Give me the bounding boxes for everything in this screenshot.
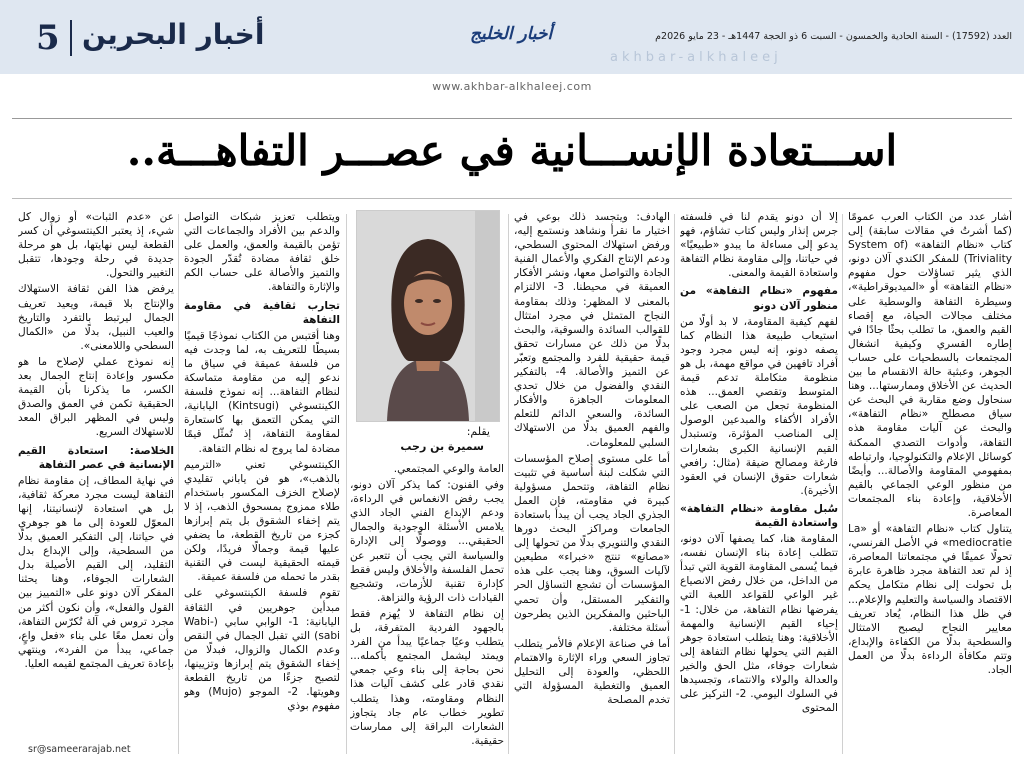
divider-rule [12,198,1012,199]
article-headline: اســـتعادة الإنســـانية في عصـــر التفاهـــة.. [126,126,898,175]
section-title: أخبار البحرين [82,18,265,51]
article-paragraph: المقاومة هنا، كما يصفها آلان دونو، تتطلب إعادة بناء الإنسان نفسه، فيما يُسمى المقاومة القوية التي تبدأ من الداخل، من خلال رفض الانصياع غير الواعي للقواعد اللعبة التي يفرضها نظام التفاهة، من خلال: 1- إحياء القيم الإنسانية والمهمة الأخلاقية: وهنا يتطلب استعادة جوهر القيم التي يحولها نظام التفاهة إلى شعارات جوفاء، مثل الحق والخير والعدالة والولاء والانتماء، وتجسيدها في السلوك اليومي. 2- التركيز على المحتوى [680,533,838,715]
section-subheading: تجارب ثقافية في مقاومة التفاهة [184,299,340,326]
section-subheading: مفهوم «نظام التفاهة» من منظور آلان دونو [680,285,838,312]
article-paragraph: وفي الفنون: كما يذكر آلان دونو، يجب رفض الانغماس في الرداءة، ودعم الإبداع الفني الجاد الذي يلامس الأسئلة الوجودية والجمال الحقيقي... ووصولًا إلى الإدارة والسياسة التي يجب أن تتعبر عن تحمل الفلسفة والأخلاق وليس فقط كإدارة تقنية للأزمات، وتشجيع القيادات ذات الرؤية والنزاهة. [350,479,504,604]
page-number: 5 [36,18,60,58]
column-divider [178,214,179,754]
column-divider [346,214,347,754]
portrait-image [357,211,499,421]
section-subheading: الخلاصة: استعادة القيم الإنسانية في عصر التفاهة [18,444,174,471]
article-paragraph: أما على مستوى إصلاح المؤسسات التي شكلت لبنة أساسية في تثبيت نظام التفاهة، وتتحمل مسؤولية كبيرة في مقاومته، فإن العمل الجذري الجاد يجب أن يبدأ باستعادة الجامعات ومراكز البحث دورها النقدي والتنويري بدلًا من تحولها إلى «مصانع» تنتج «خبراء» مطيعين لآليات السوق، وهنا يجب على هذه المؤسسات أن تشجع التساؤل الحر والتفكير المستقل، وأن تحمي الباحثين والمفكرين الذين يطرحون أسئلة مختلفة. [514,452,670,634]
column-divider [842,214,843,754]
article-paragraph: الكينتسوغي تعني «الترميم بالذهب»، هو فن ياباني تقليدي لإصلاح الخزف المكسور باستخدام طلاء ممزوج بمسحوق الذهب، إذ لا يتم إخفاء الشقوق بل يتم إبرازها كجزء من تاريخ القطعة، ما يضفي عليها قيمة وجمالًا فريدًا، ولكن قيمته الحقيقية ليست في التقنية بقدر ما تحمله من فلسفة عميقة. [184,458,340,584]
watermark: akhbar-alkhaleej [610,50,782,65]
column-divider [674,214,675,754]
article-paragraph: إلا أن دونو يقدم لنا في فلسفته جرس إنذار وليس كتاب تشاؤم، فهو يدعو إلى مساءلة ما يبدو «طبيعيًا» في حياتنا، وإلى مقاومة نظام التفاهة واستعادة القيمة والمعنى. [680,211,838,280]
article-paragraph: أما في صناعة الإعلام فالأمر يتطلب تجاوز السعي وراء الإثارة والاهتمام اللحظي، والعودة إلى التحليل العميق والتغطية المسؤولة التي تخدم المصلحة [514,637,670,707]
website-link[interactable]: www.akhbar-alkhaleej.com [432,80,592,93]
byline [356,424,498,458]
article-paragraph: وهنا أقتبس من الكتاب نموذجًا قيميًا بسيطًا للتعريف به، لما وجدت فيه من فلسفة عميقة في سياق ما ندعو إليه من مقاومة متماسكة لنظام التفاهة... إنه نموذج فلسفة الكينتسوغي (Kintsugi) اليابانية، التي يمكن التعمق بها كاستعارة لمقاومة التفاهة، إذ تُمثّل قيمًا مضادة لما يروج له نظام التفاهة. [184,329,340,455]
article-column-4 [350,462,504,760]
article-paragraph: تقوم فلسفة الكينتسوغي على مبدأين جوهريين في الثقافة اليابانية: 1- الوابي سابي (Wabi-sabi) التي تقبل الجمال في النقص وعدم الكمال والزوال، فبدلًا من إخفاء الشقوق يتم إبرازها وتزيينها، لتصبح جزءًا من تاريخ القطعة وهويتها. 2- الموجو (Mujo) وهو مفهوم بوذي [184,587,340,713]
article-paragraph: أشار عدد من الكتاب العرب عمومًا (كما أشرتُ في مقالات سابقة) إلى كتاب «نظام التفاهة» (System of Triviality) للمفكر الكندي آلان دونو، الذي يثير تساؤلات حول مفهوم «نظام التفاهة» أو «الميديوقراطية»، وسيطرة التفاهة والوسطية على مختلف مجالات الحياة، مع إقصاء القيم والعمق، ما تطلب بحثًا جادًا في إطاره القسري وكيفية انشغال المجتمعات بالسطحيات على حساب الجوهر، وعبثية حالة الانقسام ما بين الحديث عن الأخلاق وممارستها... وهنا سنحاول وضع مقاربة في البحث عن سياق مصطلح «نظام التفاهة»، والبحث عن آليات مقاومة هذه التفاهة، وأدوات التصدي الممكنة كوسائل الإعلام والتكنولوجيا، وارتباطه بمفهومي المقاومة والأصالة... وأيضًا من منظور الوعي الجماعي بالقيم الأخلاقية، وإعادة بناء المجتمعات المعاصرة. [848,211,1012,519]
author-name: سميرة بن رجب [400,440,484,453]
author-photo [356,210,500,422]
newspaper-logo[interactable]: أخبار الخليج [470,24,553,44]
article-paragraph: يرفض هذا الفن ثقافة الاستهلاك والإنتاج بلا قيمة، ويعيد تعريف الجمال ليرتبط بالتفرد والتاريخ والعيب النبيل، بدلًا من «الكمال السطحي واللامعنى». [18,283,174,352]
divider-rule [12,118,1012,119]
article-paragraph: العامة والوعي المجتمعي. [393,463,504,475]
column-divider [508,214,509,754]
article-paragraph: ويتطلب تعزيز شبكات التواصل والدعم بين الأفراد والجماعات التي تؤمن بالقيمة والعمق، والعمل على خلق ثقافة مضادة تُقدّر الجودة والتميز والأصالة على حساب الكم والإثارة والتفاهة. [184,211,340,294]
article-column-2 [680,210,838,760]
article-paragraph: في نهاية المطاف، إن مقاومة نظام التفاهة ليست مجرد معركة ثقافية، بل هي استعادة لإنسانيتنا، إنها المعوّل للعودة إلى ما هو جوهري في حياتنا، إلى التفكير العميق بدلًا من السطحية، وإلى الإبداع بدل التقليد، إلى القيم الأصيلة بدل الشعارات الجوفاء، وهنا يحثنا المفكر آلان دونو على «التمييز بين القول والفعل»، وأن نكون أكثر من مجرد تروس في آلة تُكرّس التفاهة، وأن نعمل معًا على بناء «فعل واعٍ، جماعي، يبدأ من الفرد»، وينتهي بإعادة تعريف المجتمع لقيمه العليا. [18,474,174,670]
article-paragraph: يتناول كتاب «نظام التفاهة» أو «La mediocratie» في الأصل الفرنسي، تحولًا عميقًا في مجتمعاتنا المعاصرة، إذ لم تعد التفاهة مجرد ظاهرة عابرة بل تحولت إلى نظام متكامل يحكم الاقتصاد والسياسة والتعليم والإعلام... في ظل هذا النظام، يُعاد تعريف معايير النجاح ليصبح الامتثال والسطحية بدلًا من الكفاءة والإبداع، وتتم مكافأة الرداءة بدلًا من العمل الجاد. [848,523,1012,676]
article-column-3 [514,210,670,760]
article-paragraph: الهادف: ويتجسد ذلك بوعي في اختيار ما نقرأ ونشاهد ونستمع إليه، ورفض استهلاك المحتوى السطحي، ودعم الإنتاج الفكري والأعمال الفنية الجادة والتواصل معها، ونشر الأفكار العميقة في محيطنا. 3- الالتزام بالمعنى لا المظهر: وذلك بمقاومة النجاح المتمثل في مجرد امتثال للقوالب السائدة والسوقية، والبحث بدلًا من ذلك عن مسارات تحقق قيمة حقيقية للفرد والمجتمع وتعبّر عن التميز والأصالة. 4- بالتفكير النقدي والفضول من خلال تحدي المعلومات الجاهزة والأفكار السائدة، والسعي الدائم للتعلم والفهم العميق بدلًا من الاستهلاك السلبي للمعلومات. [514,211,670,449]
article-column-6 [18,210,174,740]
article-paragraph: إنه نموذج عملي لإصلاح ما هو مكسور وإعادة إنتاج الجمال بعد الكسر، ما يذكرنا بأن القيمة الحقيقية تكمن في العمق والصدق وليس في المظهر البراق المعد للاستهلاك السريع. [18,355,174,439]
section-subheading: سُبل مقاومة «نظام التفاهة» واستعادة القيمة [680,502,838,529]
article-column-1 [848,210,1012,760]
byline-label: يقلم: [466,425,490,438]
article-paragraph: عن «عدم الثبات» أو زوال كل شيء، إذ يعتبر الكينتسوغي أن كسر القطعة ليس نهايتها، بل هو مرحلة جديدة في رحلة وجودها، تتقبل التغيير والتحول. [18,211,174,280]
article-paragraph: إن نظام التفاهة لا يُهزم فقط بالجهود الفردية المتفرقة، بل يتطلب وعيًا جماعيًا يبدأ من الفرد ويمتد ليشمل المجتمع بأكمله... نحن بحاجة إلى بناء وعي جمعي نقدي قادر على كشف آليات هذا النظام ومقاومته، وهذا يتطلب تطوير خطاب عام جاد يتجاوز الشعارات البراقة إلى ممارسات حقيقية. [350,607,504,747]
article-column-5 [184,210,340,760]
article-paragraph: لفهم كيفية المقاومة، لا بد أولًا من استيعاب طبيعة هذا النظام كما يصفه دونو، إنه ليس مجرد وجود أفراد تافهين في مواقع مهمة، بل هو منظومة متكاملة تدعم قيمة المتوسط وتقصي العمق... هذه المنظومة تجعل من الصعب على الأفراد الأكفاء والمبدعين الوصول إلى المناصب المؤثرة، وتستبدل القيم الإنسانية الكبرى بشعارات فارغة ومصالح ضيقة (مثال: رافعي شعارات حقوق الإنسان في العقود الأخيرة). [680,315,838,497]
page-number-divider [70,20,72,56]
issue-line: العدد (17592) - السنة الحادية والخمسون - السبت 6 ذو الحجة 1447هـ - 23 مايو 2026م [655,31,1012,42]
author-email[interactable]: sr@sameerarajab.net [28,744,131,755]
